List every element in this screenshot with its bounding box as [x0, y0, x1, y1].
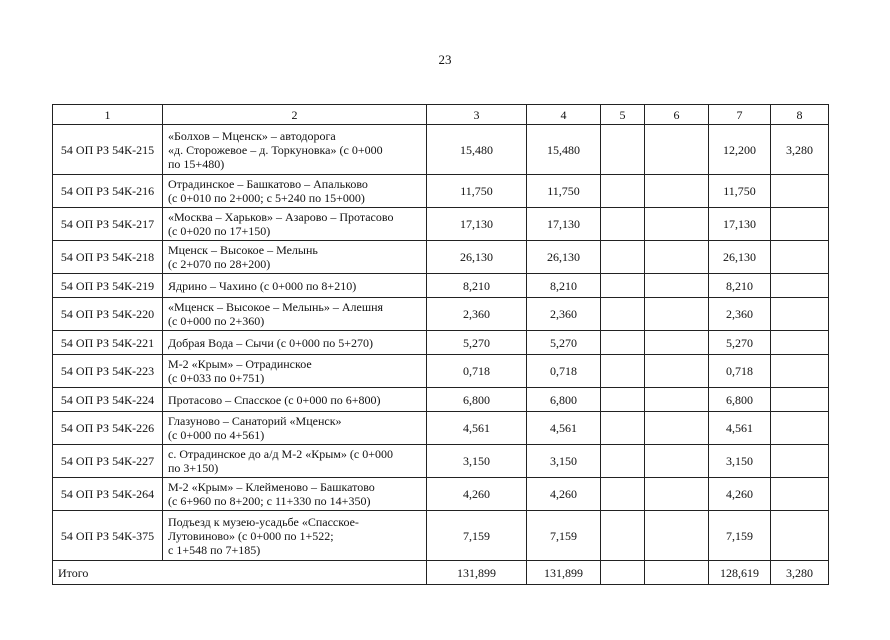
- total-value-8: 3,280: [771, 561, 829, 585]
- road-name-line: «Болхов – Мценск» – автодорога: [168, 128, 336, 143]
- value-cell-8: [771, 331, 829, 355]
- value-cell-7: 26,130: [709, 241, 771, 274]
- value-cell-4: 7,159: [527, 511, 601, 561]
- total-value-7: 128,619: [709, 561, 771, 585]
- value-cell-8: [771, 412, 829, 445]
- value-cell-5: [601, 355, 645, 388]
- table-row: [53, 274, 829, 298]
- road-name-line: по 15+480): [168, 156, 225, 171]
- value-cell-8: [771, 478, 829, 511]
- road-name-line: Лутовиново» (с 0+000 по 1+522;: [168, 528, 334, 543]
- value-cell-4: 8,210: [527, 274, 601, 298]
- value-cell-4: 17,130: [527, 208, 601, 241]
- road-name-cell: [163, 298, 427, 331]
- total-value-3: 131,899: [427, 561, 527, 585]
- table-row: [53, 412, 829, 445]
- road-name-line: М-2 «Крым» – Клейменово – Башкатово: [168, 480, 375, 494]
- table-row: [53, 478, 829, 511]
- road-name-line: (с 0+010 по 2+000; с 5+240 по 15+000): [168, 191, 365, 205]
- road-code-cell: 54 ОП РЗ 54К-224: [53, 388, 163, 412]
- road-name-line: Отрадинское – Башкатово – Апальково: [168, 177, 368, 191]
- value-cell-3: 17,130: [427, 208, 527, 241]
- column-header-4: 4: [527, 105, 601, 125]
- value-cell-6: [645, 241, 709, 274]
- value-cell-3: 8,210: [427, 274, 527, 298]
- value-cell-5: [601, 388, 645, 412]
- value-cell-4: 4,260: [527, 478, 601, 511]
- road-name-line: Глазуново – Санаторий «Мценск»: [168, 414, 342, 428]
- table-body: [53, 105, 829, 585]
- value-cell-3: 26,130: [427, 241, 527, 274]
- column-header-3: 3: [427, 105, 527, 125]
- value-cell-5: [601, 208, 645, 241]
- value-cell-8: [771, 388, 829, 412]
- value-cell-5: [601, 298, 645, 331]
- value-cell-4: 11,750: [527, 175, 601, 208]
- value-cell-6: [645, 274, 709, 298]
- value-cell-6: [645, 331, 709, 355]
- table-row: [53, 208, 829, 241]
- road-name-line: М-2 «Крым» – Отрадинское: [168, 357, 312, 371]
- road-name-cell: [163, 241, 427, 274]
- road-name-line: Протасово – Спасское (с 0+000 по 6+800): [168, 392, 381, 407]
- column-header-5: 5: [601, 105, 645, 125]
- total-label: Итого: [53, 561, 427, 585]
- total-value-5: [601, 561, 645, 585]
- road-name-cell: [163, 208, 427, 241]
- road-code-cell: 54 ОП РЗ 54К-216: [53, 175, 163, 208]
- road-name-line: Добрая Вода – Сычи (с 0+000 по 5+270): [168, 335, 374, 350]
- road-code-cell: 54 ОП РЗ 54К-219: [53, 274, 163, 298]
- road-name-cell: [163, 388, 427, 412]
- value-cell-7: 4,561: [709, 412, 771, 445]
- value-cell-3: 2,360: [427, 298, 527, 331]
- value-cell-7: 0,718: [709, 355, 771, 388]
- road-name-line: (с 2+070 по 28+200): [168, 257, 271, 271]
- value-cell-8: [771, 175, 829, 208]
- value-cell-5: [601, 511, 645, 561]
- total-value-6: [645, 561, 709, 585]
- value-cell-8: [771, 298, 829, 331]
- value-cell-4: 15,480: [527, 125, 601, 175]
- total-row: [53, 561, 829, 585]
- value-cell-4: 26,130: [527, 241, 601, 274]
- value-cell-8: 3,280: [771, 125, 829, 175]
- value-cell-6: [645, 355, 709, 388]
- value-cell-4: 3,150: [527, 445, 601, 478]
- road-name-line: «д. Сторожевое – д. Торкуновка» (с 0+000: [168, 142, 383, 157]
- road-name-cell: [163, 511, 427, 561]
- value-cell-7: 4,260: [709, 478, 771, 511]
- total-value-4: 131,899: [527, 561, 601, 585]
- page-number: 23: [438, 52, 452, 67]
- value-cell-7: 12,200: [709, 125, 771, 175]
- road-name-line: (с 6+960 по 8+200; с 11+330 по 14+350): [168, 494, 371, 508]
- road-name-line: (с 0+000 по 4+561): [168, 428, 265, 442]
- road-code-cell: 54 ОП РЗ 54К-221: [53, 331, 163, 355]
- road-code-cell: 54 ОП РЗ 54К-217: [53, 208, 163, 241]
- value-cell-3: 15,480: [427, 125, 527, 175]
- table-row: [53, 241, 829, 274]
- header-row: [53, 105, 829, 125]
- value-cell-4: 5,270: [527, 331, 601, 355]
- road-name-cell: [163, 331, 427, 355]
- road-code-cell: 54 ОП РЗ 54К-264: [53, 478, 163, 511]
- road-name-line: (с 0+033 по 0+751): [168, 371, 265, 385]
- value-cell-5: [601, 478, 645, 511]
- value-cell-6: [645, 388, 709, 412]
- table-row: [53, 125, 829, 175]
- value-cell-7: 7,159: [709, 511, 771, 561]
- value-cell-5: [601, 175, 645, 208]
- road-name-cell: [163, 478, 427, 511]
- road-name-line: с 1+548 по 7+185): [168, 542, 261, 557]
- value-cell-4: 4,561: [527, 412, 601, 445]
- value-cell-5: [601, 241, 645, 274]
- value-cell-3: 5,270: [427, 331, 527, 355]
- column-header-6: 6: [645, 105, 709, 125]
- value-cell-5: [601, 331, 645, 355]
- road-name-line: с. Отрадинское до а/д М-2 «Крым» (с 0+000: [168, 447, 393, 461]
- table-row: [53, 445, 829, 478]
- value-cell-3: 7,159: [427, 511, 527, 561]
- value-cell-4: 0,718: [527, 355, 601, 388]
- value-cell-5: [601, 412, 645, 445]
- value-cell-6: [645, 298, 709, 331]
- table-row: [53, 331, 829, 355]
- value-cell-7: 17,130: [709, 208, 771, 241]
- value-cell-8: [771, 208, 829, 241]
- value-cell-3: 4,561: [427, 412, 527, 445]
- value-cell-6: [645, 412, 709, 445]
- roads-table: [52, 104, 829, 585]
- value-cell-7: 6,800: [709, 388, 771, 412]
- value-cell-4: 6,800: [527, 388, 601, 412]
- road-code-cell: 54 ОП РЗ 54К-220: [53, 298, 163, 331]
- value-cell-3: 3,150: [427, 445, 527, 478]
- road-name-line: по 3+150): [168, 461, 219, 475]
- value-cell-8: [771, 511, 829, 561]
- value-cell-6: [645, 125, 709, 175]
- road-code-cell: 54 ОП РЗ 54К-215: [53, 125, 163, 175]
- road-name-line: «Мценск – Высокое – Мелынь» – Алешня: [168, 300, 384, 314]
- road-code-cell: 54 ОП РЗ 54К-218: [53, 241, 163, 274]
- value-cell-5: [601, 125, 645, 175]
- road-name-cell: [163, 412, 427, 445]
- value-cell-7: 3,150: [709, 445, 771, 478]
- value-cell-6: [645, 175, 709, 208]
- road-name-cell: [163, 274, 427, 298]
- road-name-line: Мценск – Высокое – Мелынь: [168, 243, 318, 257]
- column-header-2: 2: [163, 105, 427, 125]
- road-code-cell: 54 ОП РЗ 54К-227: [53, 445, 163, 478]
- value-cell-8: [771, 355, 829, 388]
- value-cell-5: [601, 274, 645, 298]
- value-cell-7: 8,210: [709, 274, 771, 298]
- road-name-line: «Москва – Харьков» – Азарово – Протасово: [168, 210, 394, 224]
- value-cell-7: 5,270: [709, 331, 771, 355]
- column-header-8: 8: [771, 105, 829, 125]
- road-name-cell: [163, 175, 427, 208]
- table-row: [53, 355, 829, 388]
- road-name-line: (с 0+000 по 2+360): [168, 314, 265, 328]
- value-cell-3: 4,260: [427, 478, 527, 511]
- column-header-7: 7: [709, 105, 771, 125]
- column-header-1: 1: [53, 105, 163, 125]
- value-cell-4: 2,360: [527, 298, 601, 331]
- value-cell-6: [645, 511, 709, 561]
- table-row: [53, 175, 829, 208]
- road-name-line: Ядрино – Чахино (с 0+000 по 8+210): [168, 278, 357, 293]
- value-cell-8: [771, 241, 829, 274]
- table-row: [53, 298, 829, 331]
- value-cell-7: 2,360: [709, 298, 771, 331]
- value-cell-8: [771, 445, 829, 478]
- value-cell-6: [645, 208, 709, 241]
- road-code-cell: 54 ОП РЗ 54К-223: [53, 355, 163, 388]
- road-name-cell: [163, 445, 427, 478]
- value-cell-3: 6,800: [427, 388, 527, 412]
- road-name-line: Подъезд к музею-усадьбе «Спасское-: [168, 514, 359, 529]
- value-cell-7: 11,750: [709, 175, 771, 208]
- table-row: [53, 511, 829, 561]
- road-code-cell: 54 ОП РЗ 54К-375: [53, 511, 163, 561]
- value-cell-5: [601, 445, 645, 478]
- value-cell-3: 0,718: [427, 355, 527, 388]
- road-name-line: (с 0+020 по 17+150): [168, 224, 271, 238]
- value-cell-3: 11,750: [427, 175, 527, 208]
- road-name-cell: [163, 125, 427, 175]
- value-cell-6: [645, 445, 709, 478]
- value-cell-8: [771, 274, 829, 298]
- table-row: [53, 388, 829, 412]
- road-code-cell: 54 ОП РЗ 54К-226: [53, 412, 163, 445]
- road-name-cell: [163, 355, 427, 388]
- value-cell-6: [645, 478, 709, 511]
